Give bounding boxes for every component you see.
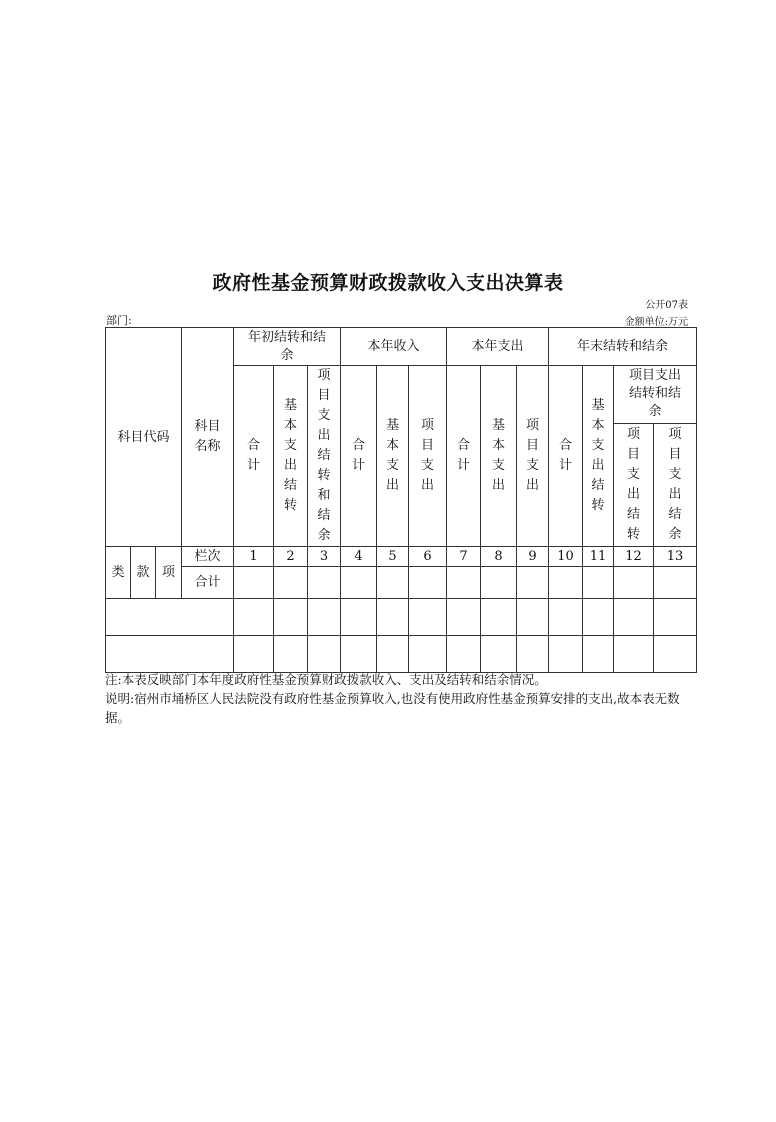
page-title: 政府性基金预算财政拨款收入支出决算表 xyxy=(212,272,564,294)
table-cell xyxy=(409,567,447,599)
group-end-header: 年末结转和结余 xyxy=(549,328,697,366)
income-basic-header: 基本支出 xyxy=(377,366,409,547)
table-cell xyxy=(549,636,583,673)
table-note: 注:本表反映部门本年度政府性基金预算财政拨款收入、支出及结转和结余情况。 xyxy=(105,672,547,687)
table-cell xyxy=(614,567,654,599)
column-number: 13 xyxy=(654,547,697,567)
expense-basic-header: 基本支出 xyxy=(481,366,517,547)
group-expense-header: 本年支出 xyxy=(447,328,549,366)
column-number: 2 xyxy=(274,547,308,567)
table-cell xyxy=(234,636,274,673)
begin-total-header: 合计 xyxy=(234,366,274,547)
table-cell xyxy=(106,636,234,673)
table-cell xyxy=(481,567,517,599)
table-explanation: 说明:宿州市埇桥区人民法院没有政府性基金预算收入,也没有使用政府性基金预算安排的支出,故本表无数据。 xyxy=(105,691,680,725)
notes xyxy=(105,670,698,727)
end-total-header: 合计 xyxy=(549,366,583,547)
table-cell xyxy=(481,599,517,636)
table-cell xyxy=(409,636,447,673)
table-cell xyxy=(481,636,517,673)
column-number: 4 xyxy=(341,547,377,567)
table-cell xyxy=(341,599,377,636)
table-cell xyxy=(377,599,409,636)
table-cell xyxy=(654,636,697,673)
table-row xyxy=(106,636,697,673)
kuan-label: 款 xyxy=(131,547,156,599)
table-cell xyxy=(234,599,274,636)
table-cell xyxy=(583,636,614,673)
table-cell xyxy=(517,567,549,599)
expense-project-header: 项目支出 xyxy=(517,366,549,547)
column-number: 11 xyxy=(583,547,614,567)
lei-label: 类 xyxy=(106,547,131,599)
xiang-label: 项 xyxy=(156,547,182,599)
group-begin-header: 年初结转和结余 xyxy=(234,328,341,366)
budget-table xyxy=(105,327,697,673)
table-cell xyxy=(377,567,409,599)
table-cell xyxy=(409,599,447,636)
subject-code-header: 科目代码 xyxy=(106,328,182,547)
end-project-carry-header: 项目支出结转 xyxy=(614,423,654,546)
table-cell xyxy=(583,567,614,599)
table-cell xyxy=(377,636,409,673)
end-project-group-header: 项目支出结转和结余 xyxy=(614,366,697,424)
column-no-label: 栏次 xyxy=(182,547,234,567)
unit-label: 金额单位:万元 xyxy=(624,317,688,328)
table-cell xyxy=(274,567,308,599)
total-label: 合计 xyxy=(182,567,234,599)
table-cell xyxy=(308,599,341,636)
group-income-header: 本年收入 xyxy=(341,328,447,366)
table-row xyxy=(106,567,697,599)
table-cell xyxy=(341,636,377,673)
begin-project-carry-header: 项目支出结转和结余 xyxy=(308,366,341,547)
table-cell xyxy=(106,599,234,636)
table-cell xyxy=(654,567,697,599)
table-cell xyxy=(549,567,583,599)
table-cell xyxy=(583,599,614,636)
column-number: 8 xyxy=(481,547,517,567)
table-cell xyxy=(549,599,583,636)
department-label: 部门: xyxy=(106,314,132,327)
form-code: 公开07表 xyxy=(645,300,688,311)
income-project-header: 项目支出 xyxy=(409,366,447,547)
column-number: 5 xyxy=(377,547,409,567)
table-cell xyxy=(234,567,274,599)
table-cell xyxy=(654,599,697,636)
table-cell xyxy=(308,636,341,673)
table-cell xyxy=(341,567,377,599)
table-cell xyxy=(447,599,481,636)
end-project-surplus-header: 项目支出结余 xyxy=(654,423,697,546)
table-row xyxy=(106,599,697,636)
income-total-header: 合计 xyxy=(341,366,377,547)
table-cell xyxy=(517,599,549,636)
begin-basic-carry-header: 基本支出结转 xyxy=(274,366,308,547)
column-number: 1 xyxy=(234,547,274,567)
column-number: 3 xyxy=(308,547,341,567)
table-cell xyxy=(614,636,654,673)
table-cell xyxy=(447,567,481,599)
table-cell xyxy=(274,636,308,673)
table-cell xyxy=(517,636,549,673)
expense-total-header: 合计 xyxy=(447,366,481,547)
column-number: 7 xyxy=(447,547,481,567)
table-cell xyxy=(274,599,308,636)
subject-name-header: 科目名称 xyxy=(182,328,234,547)
column-number: 12 xyxy=(614,547,654,567)
table-cell xyxy=(308,567,341,599)
table-cell xyxy=(447,636,481,673)
column-number: 9 xyxy=(517,547,549,567)
end-basic-carry-header: 基本支出结转 xyxy=(583,366,614,547)
table-cell xyxy=(614,599,654,636)
column-number: 6 xyxy=(409,547,447,567)
column-number: 10 xyxy=(549,547,583,567)
